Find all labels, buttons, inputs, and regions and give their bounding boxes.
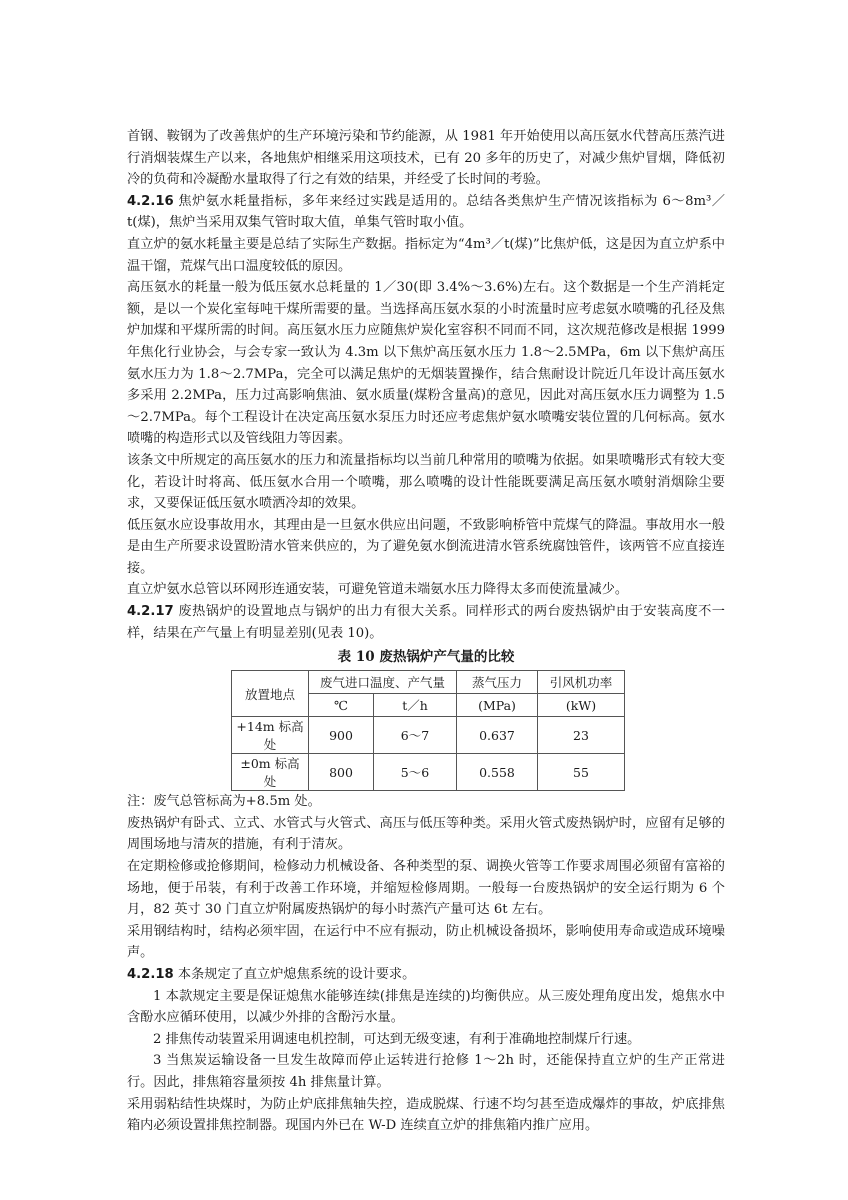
clause-number: 4.2.16 bbox=[127, 193, 174, 209]
cell-fan: 55 bbox=[538, 754, 625, 791]
paragraph: 在定期检修或抢修期间，检修动力机械设备、各种类型的泵、调换火管等工作要求周围必须留有富裕的场地，便于吊装，有利于改善工作环境，并缩短检修周期。一般每一台废热锅炉的安全运行期为 6 个月，82 英寸 30 门直立炉附属废热锅炉的每小时蒸汽产量可达 6t 左右。 bbox=[127, 859, 725, 918]
document-page bbox=[127, 126, 725, 1137]
paragraph-intro: 首钢、鞍钢为了改善焦炉的生产环境污染和节约能源，从 1981 年开始使用以高压氨水代替高压蒸汽进行消烟装煤生产以来，各地焦炉相继采用这项技术，已有 20 多年的历史了，对减少焦炉冒烟，降低初冷的负荷和冷凝酚水量取得了行之有效的结果，并经受了长时间的考验。 bbox=[127, 129, 725, 188]
paragraph: 直立炉氨水总管以环网形连通安装，可避免管道未端氨水压力降得太多而使流量减少。 bbox=[127, 582, 629, 598]
table-note: 注：废气总管标高为+8.5m 处。 bbox=[127, 794, 321, 810]
table-row bbox=[232, 754, 625, 791]
clause-text: 废热锅炉的设置地点与锅炉的出力有很大关系。同样形式的两台废热锅炉由于安装高度不一样，结果在产气量上有明显差别(见表 10)。 bbox=[127, 604, 725, 641]
clause-4-2-18 bbox=[127, 964, 725, 986]
paragraph: 该条文中所规定的高压氨水的压力和流量指标均以当前几种常用的喷嘴为依据。如果喷嘴形式有较大变化，若设计时将高、低压氨水合用一个喷嘴，那么喷嘴的设计性能既要满足高压氨水喷射消烟除尘要求，又要保证低压氨水喷洒冷却的效果。 bbox=[127, 452, 725, 512]
cell-flow: 6～7 bbox=[374, 717, 457, 754]
unit-fan: (kW) bbox=[538, 694, 625, 717]
unit-pressure: (MPa) bbox=[457, 694, 538, 717]
cell-location: ±0m 标高处 bbox=[232, 754, 309, 791]
unit-temp: ℃ bbox=[309, 694, 374, 717]
cell-flow: 5～6 bbox=[374, 754, 457, 791]
paragraph: 高压氨水的耗量一般为低压氨水总耗量的 1／30(即 3.4%～3.6%)左右。这个数据是一个生产消耗定额，是以一个炭化室每吨干煤所需要的量。当选择高压氨水泵的小时流量时应考虑氨水喷嘴的孔径及焦炉加煤和平煤所需的时间。高压氨水压力应随焦炉炭化室容积不同而不同，这次规范修改是根据 1999 年焦化行业协会，与会专家一致认为 4.3m 以下焦炉高压氨水压力 1.8～2.5MPa，6m 以下焦炉高压氨水压力为 1.8～2.7MPa，完全可以满足焦炉的无烟装置操作，结合焦耐设计院近几年设计高压氨水多采用 2.2MPa，压力过高影响焦油、氨水质量(煤粉含量高)的意见，因此对高压氨水压力调整为 1.5～2.7MPa。每个工程设计在决定高压氨水泵压力时还应考虑焦炉氨水喷嘴安装位置的几何标高。氨水喷嘴的构造形式以及管线阻力等因素。 bbox=[127, 280, 725, 447]
clause-number: 4.2.18 bbox=[127, 967, 174, 982]
cell-location: +14m 标高处 bbox=[232, 717, 309, 754]
list-item-1: 1 本款规定主要是保证熄焦水能够连续(排焦是连续的)均衡供应。从三废处理角度出发，熄焦水中含酚水应循环使用，以减少外排的含酚污水量。 bbox=[127, 988, 725, 1026]
paragraph: 直立炉的氨水耗量主要是总结了实际生产数据。指标定为“4m³／t(煤)”比焦炉低，这是因为直立炉系中温干馏，荒煤气出口温度较低的原因。 bbox=[127, 236, 725, 274]
table-row bbox=[232, 717, 625, 754]
list-item-2: 2 排焦传动装置采用调速电机控制，可达到无级变速，有利于准确地控制煤斤行速。 bbox=[153, 1031, 641, 1047]
cell-pressure: 0.637 bbox=[457, 717, 538, 754]
paragraph: 采用弱粘结性块煤时，为防止炉底排焦轴失控，造成脱煤、行速不均匀甚至造成爆炸的事故，炉底排焦箱内必须设置排焦控制器。现国内外已在 W-D 连续直立炉的排焦箱内推广应用。 bbox=[127, 1096, 725, 1134]
header-location: 放置地点 bbox=[232, 671, 309, 717]
table-caption: 表 10 废热锅炉产气量的比较 bbox=[337, 649, 515, 666]
header-fan: 引风机功率 bbox=[538, 671, 625, 694]
cell-temp: 800 bbox=[309, 754, 374, 791]
clause-4-2-16 bbox=[127, 191, 725, 234]
unit-flow: t／h bbox=[374, 694, 457, 717]
clause-4-2-17 bbox=[127, 601, 725, 644]
paragraph: 废热锅炉有卧式、立式、水管式与火管式、高压与低压等种类。采用火管式废热锅炉时，应留有足够的周围场地与清灰的措施，有利于清灰。 bbox=[127, 815, 725, 853]
boiler-comparison-table bbox=[231, 670, 625, 791]
paragraph: 低压氨水应设事故用水，其理由是一旦氨水供应出问题，不致影响桥管中荒煤气的降温。事故用水一般是由生产所要求设置盼清水管来供应的，为了避免氨水倒流进清水管系统腐蚀管件，该两管不应直接连接。 bbox=[127, 517, 725, 576]
cell-temp: 900 bbox=[309, 717, 374, 754]
clause-text: 焦炉氨水耗量指标，多年来经过实践是适用的。总结各类焦炉生产情况该指标为 6～8m³／t(煤)，焦炉当采用双集气管时取大值，单集气管时取小值。 bbox=[127, 193, 725, 231]
paragraph: 采用钢结构时，结构必须牢固，在运行中不应有振动，防止机械设备损坏，影响使用寿命或造成环境噪声。 bbox=[127, 923, 725, 961]
clause-number: 4.2.17 bbox=[127, 604, 174, 620]
cell-fan: 23 bbox=[538, 717, 625, 754]
clause-text: 本条规定了直立炉熄焦系统的设计要求。 bbox=[173, 967, 416, 982]
cell-pressure: 0.558 bbox=[457, 754, 538, 791]
list-item-3: 3 当焦炭运输设备一旦发生故障而停止运转进行抢修 1～2h 时，还能保持直立炉的生产正常进行。因此，排焦箱容量须按 4h 排焦量计算。 bbox=[127, 1053, 725, 1090]
header-pressure: 蒸气压力 bbox=[457, 671, 538, 694]
header-group: 废气进口温度、产气量 bbox=[309, 671, 457, 694]
table-header-row bbox=[232, 671, 625, 694]
